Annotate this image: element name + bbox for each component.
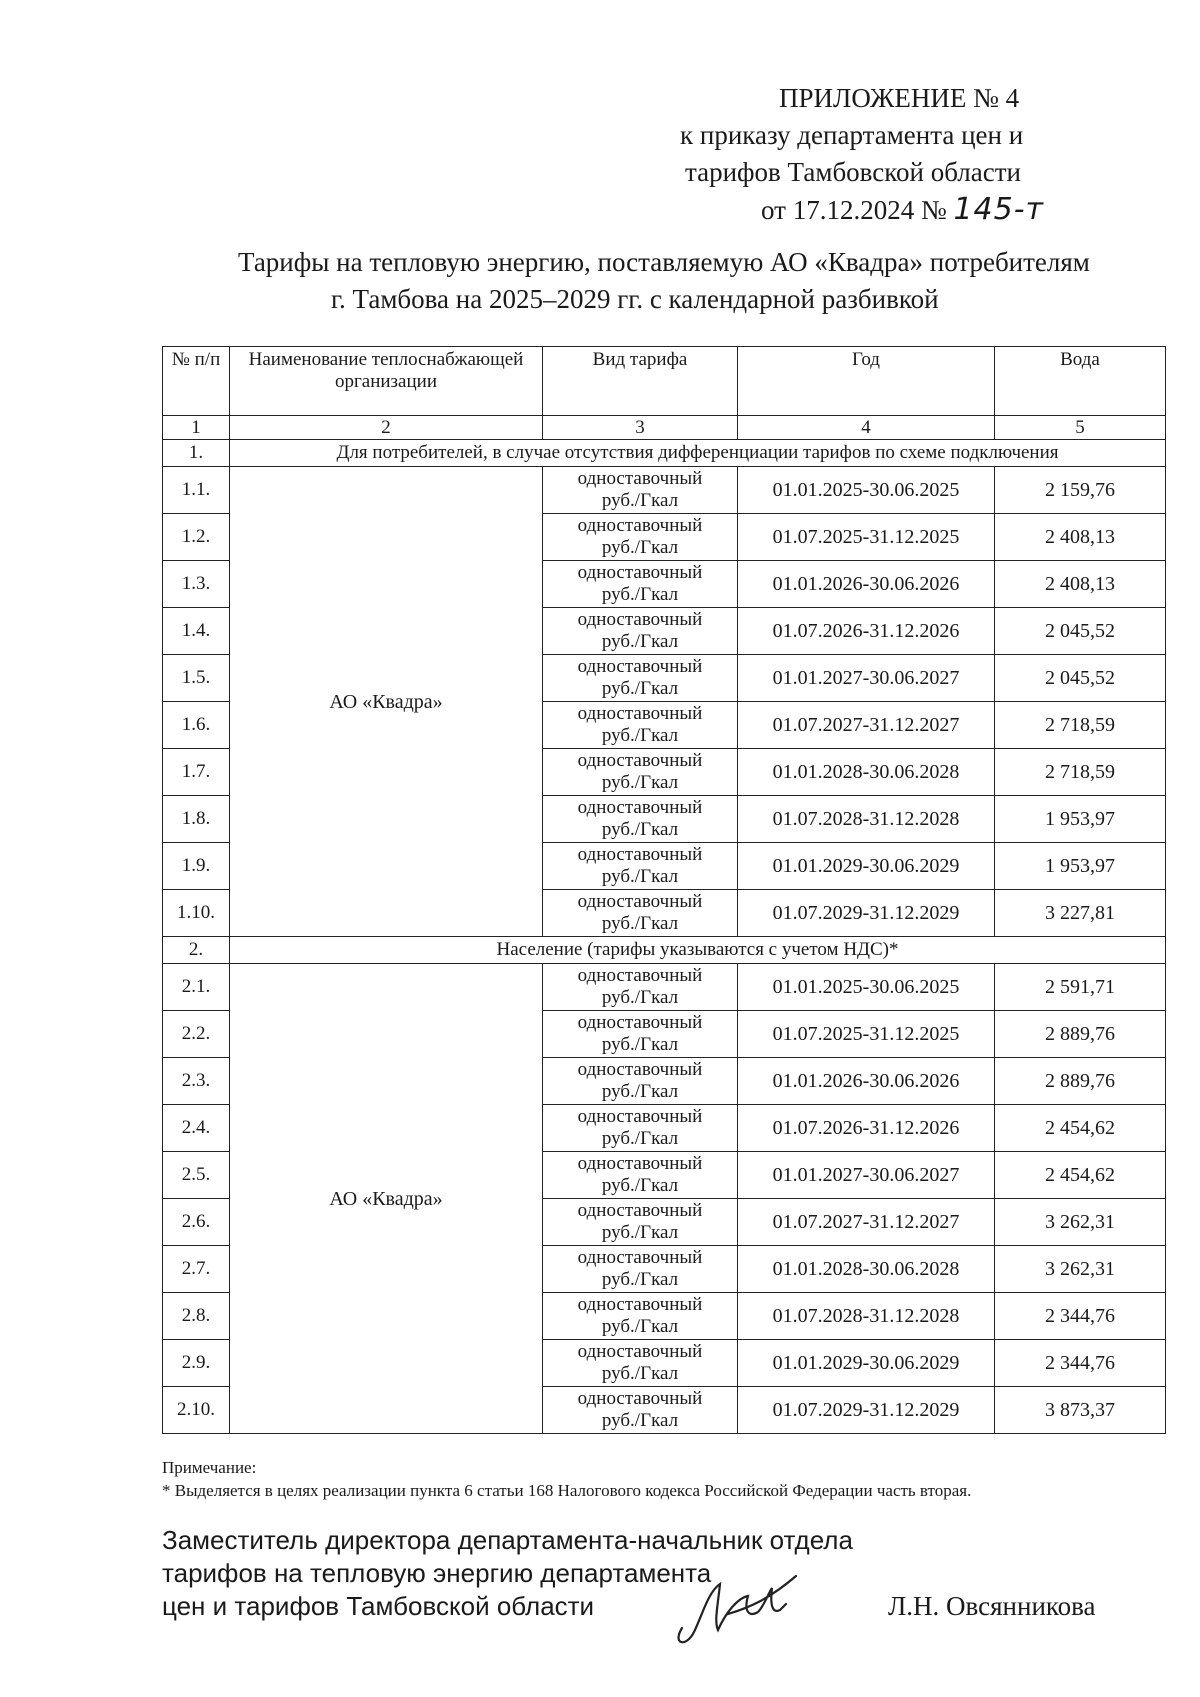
tariff-type-name: одноставочный bbox=[577, 1341, 703, 1362]
tariff-period: 01.07.2027-31.12.2027 bbox=[738, 1199, 995, 1246]
row-number: 2.4. bbox=[163, 1105, 230, 1152]
header-water: Вода bbox=[995, 347, 1166, 416]
section-num: 1. bbox=[163, 440, 230, 467]
tariff-unit: руб./Гкал bbox=[601, 537, 679, 558]
tariff-table bbox=[162, 346, 1166, 1434]
tariff-type-name: одноставочный bbox=[577, 1247, 703, 1268]
tariff-unit: руб./Гкал bbox=[601, 772, 679, 793]
tariff-type-name: одноставочный bbox=[577, 750, 703, 771]
tariff-type bbox=[543, 702, 738, 749]
tariff-value: 3 262,31 bbox=[995, 1199, 1166, 1246]
tariff-unit: руб./Гкал bbox=[601, 1081, 679, 1102]
tariff-type bbox=[543, 1199, 738, 1246]
tariff-period: 01.01.2026-30.06.2026 bbox=[738, 561, 995, 608]
tariff-period: 01.07.2028-31.12.2028 bbox=[738, 1293, 995, 1340]
tariff-unit: руб./Гкал bbox=[601, 631, 679, 652]
tariff-value: 2 408,13 bbox=[995, 561, 1166, 608]
tariff-type bbox=[543, 796, 738, 843]
column-number-row bbox=[163, 416, 1166, 440]
footnote bbox=[162, 1456, 971, 1502]
annex-header bbox=[680, 80, 1160, 229]
tariff-type bbox=[543, 1058, 738, 1105]
tariff-period: 01.07.2026-31.12.2026 bbox=[738, 608, 995, 655]
tariff-type-name: одноставочный bbox=[577, 1106, 703, 1127]
tariff-type-name: одноставочный bbox=[577, 797, 703, 818]
col-number: 4 bbox=[738, 416, 995, 440]
tariff-period: 01.01.2029-30.06.2029 bbox=[738, 1340, 995, 1387]
row-number: 1.7. bbox=[163, 749, 230, 796]
tariff-unit: руб./Гкал bbox=[601, 866, 679, 887]
tariff-type-name: одноставочный bbox=[577, 703, 703, 724]
title-line-1: Тарифы на тепловую энергию, поставляемую АО «Квадра» потребителям bbox=[238, 247, 1090, 277]
annex-line-date bbox=[680, 191, 1160, 229]
organization-name: АО «Квадра» bbox=[230, 964, 543, 1434]
tariff-unit: руб./Гкал bbox=[601, 1363, 679, 1384]
tariff-type-name: одноставочный bbox=[577, 468, 703, 489]
section-title: Население (тарифы указываются с учетом НДС)* bbox=[230, 937, 1166, 964]
section-header-row bbox=[163, 440, 1166, 467]
tariff-unit: руб./Гкал bbox=[601, 1128, 679, 1149]
tariff-value: 2 045,52 bbox=[995, 608, 1166, 655]
handwritten-signature bbox=[668, 1548, 808, 1648]
tariff-type bbox=[543, 1105, 738, 1152]
col-number: 3 bbox=[543, 416, 738, 440]
tariff-type bbox=[543, 1246, 738, 1293]
tariff-period: 01.07.2029-31.12.2029 bbox=[738, 1387, 995, 1434]
tariff-value: 3 262,31 bbox=[995, 1246, 1166, 1293]
row-number: 2.3. bbox=[163, 1058, 230, 1105]
tariff-unit: руб./Гкал bbox=[601, 1175, 679, 1196]
signer-title-2: тарифов на тепловую энергию департамента bbox=[162, 1558, 712, 1588]
annex-line-order: к приказу департамента цен и bbox=[680, 120, 1024, 150]
table-row bbox=[163, 964, 1166, 1011]
tariff-value: 1 953,97 bbox=[995, 843, 1166, 890]
tariff-period: 01.01.2027-30.06.2027 bbox=[738, 1152, 995, 1199]
title-line-2: г. Тамбова на 2025–2029 гг. с календарной разбивкой bbox=[331, 284, 939, 314]
tariff-value: 2 454,62 bbox=[995, 1152, 1166, 1199]
tariff-type-name: одноставочный bbox=[577, 891, 703, 912]
col-number: 1 bbox=[163, 416, 230, 440]
tariff-unit: руб./Гкал bbox=[601, 584, 679, 605]
table-row bbox=[163, 467, 1166, 514]
note-text: * Выделяется в целях реализации пункта 6 статьи 168 Налогового кодекса Российской Федерации часть вторая. bbox=[162, 1481, 972, 1500]
tariff-type-name: одноставочный bbox=[577, 562, 703, 583]
tariff-unit: руб./Гкал bbox=[601, 1269, 679, 1290]
tariff-value: 2 045,52 bbox=[995, 655, 1166, 702]
row-number: 2.1. bbox=[163, 964, 230, 1011]
tariff-period: 01.07.2029-31.12.2029 bbox=[738, 890, 995, 937]
tariff-type-name: одноставочный bbox=[577, 965, 703, 986]
tariff-unit: руб./Гкал bbox=[601, 987, 679, 1008]
section-2 bbox=[163, 937, 1166, 1434]
tariff-value: 2 591,71 bbox=[995, 964, 1166, 1011]
signer-title-3: цен и тарифов Тамбовской области bbox=[162, 1591, 595, 1621]
tariff-type bbox=[543, 749, 738, 796]
tariff-unit: руб./Гкал bbox=[601, 678, 679, 699]
signer-name: Л.Н. Овсянникова bbox=[888, 1591, 1096, 1621]
annex-title: ПРИЛОЖЕНИЕ № 4 bbox=[779, 83, 1020, 113]
tariff-value: 3 227,81 bbox=[995, 890, 1166, 937]
section-num: 2. bbox=[163, 937, 230, 964]
row-number: 2.9. bbox=[163, 1340, 230, 1387]
row-number: 2.5. bbox=[163, 1152, 230, 1199]
tariff-period: 01.01.2025-30.06.2025 bbox=[738, 467, 995, 514]
section-1 bbox=[163, 440, 1166, 937]
header-year: Год bbox=[738, 347, 995, 416]
document-title bbox=[225, 244, 1145, 318]
row-number: 2.10. bbox=[163, 1387, 230, 1434]
row-number: 1.3. bbox=[163, 561, 230, 608]
tariff-period: 01.01.2028-30.06.2028 bbox=[738, 749, 995, 796]
row-number: 2.8. bbox=[163, 1293, 230, 1340]
tariff-period: 01.01.2025-30.06.2025 bbox=[738, 964, 995, 1011]
tariff-value: 2 718,59 bbox=[995, 749, 1166, 796]
section-title: Для потребителей, в случае отсутствия дифференциации тарифов по схеме подключения bbox=[230, 440, 1166, 467]
row-number: 1.1. bbox=[163, 467, 230, 514]
tariff-period: 01.01.2028-30.06.2028 bbox=[738, 1246, 995, 1293]
header-type: Вид тарифа bbox=[543, 347, 738, 416]
row-number: 1.9. bbox=[163, 843, 230, 890]
tariff-value: 3 873,37 bbox=[995, 1387, 1166, 1434]
tariff-type-name: одноставочный bbox=[577, 1200, 703, 1221]
signer-title-1: Заместитель директора департамента-начальник отдела bbox=[162, 1525, 853, 1555]
tariff-type-name: одноставочный bbox=[577, 1059, 703, 1080]
tariff-type bbox=[543, 561, 738, 608]
note-label: Примечание: bbox=[162, 1458, 257, 1477]
tariff-value: 2 718,59 bbox=[995, 702, 1166, 749]
order-number-handwritten: 145-т bbox=[953, 192, 1045, 227]
section-header-row bbox=[163, 937, 1166, 964]
tariff-period: 01.07.2025-31.12.2025 bbox=[738, 1011, 995, 1058]
row-number: 2.7. bbox=[163, 1246, 230, 1293]
tariff-type bbox=[543, 964, 738, 1011]
tariff-type bbox=[543, 1011, 738, 1058]
tariff-type bbox=[543, 608, 738, 655]
tariff-type-name: одноставочный bbox=[577, 1388, 703, 1409]
tariff-value: 2 344,76 bbox=[995, 1293, 1166, 1340]
tariff-period: 01.07.2026-31.12.2026 bbox=[738, 1105, 995, 1152]
tariff-type-name: одноставочный bbox=[577, 1153, 703, 1174]
tariff-type-name: одноставочный bbox=[577, 1012, 703, 1033]
tariff-period: 01.07.2025-31.12.2025 bbox=[738, 514, 995, 561]
tariff-unit: руб./Гкал bbox=[601, 1316, 679, 1337]
tariff-type-name: одноставочный bbox=[577, 1294, 703, 1315]
tariff-value: 2 889,76 bbox=[995, 1058, 1166, 1105]
header-num: № п/п bbox=[163, 347, 230, 416]
tariff-type-name: одноставочный bbox=[577, 656, 703, 677]
tariff-type-name: одноставочный bbox=[577, 844, 703, 865]
tariff-unit: руб./Гкал bbox=[601, 1410, 679, 1431]
tariff-value: 2 454,62 bbox=[995, 1105, 1166, 1152]
tariff-unit: руб./Гкал bbox=[601, 490, 679, 511]
tariff-type bbox=[543, 843, 738, 890]
tariff-value: 2 408,13 bbox=[995, 514, 1166, 561]
tariff-type bbox=[543, 1152, 738, 1199]
tariff-type bbox=[543, 890, 738, 937]
header-org: Наименование теплоснабжающей организации bbox=[230, 347, 543, 416]
tariff-type bbox=[543, 1387, 738, 1434]
annex-line-department: тарифов Тамбовской области bbox=[685, 157, 1021, 187]
tariff-type bbox=[543, 655, 738, 702]
tariff-unit: руб./Гкал bbox=[601, 1034, 679, 1055]
annex-date-text: от 17.12.2024 № bbox=[761, 195, 947, 225]
tariff-period: 01.07.2028-31.12.2028 bbox=[738, 796, 995, 843]
tariff-period: 01.01.2026-30.06.2026 bbox=[738, 1058, 995, 1105]
row-number: 1.8. bbox=[163, 796, 230, 843]
organization-name: АО «Квадра» bbox=[230, 467, 543, 937]
tariff-unit: руб./Гкал bbox=[601, 819, 679, 840]
tariff-type bbox=[543, 514, 738, 561]
tariff-period: 01.01.2027-30.06.2027 bbox=[738, 655, 995, 702]
row-number: 1.6. bbox=[163, 702, 230, 749]
table-header-row bbox=[163, 347, 1166, 416]
row-number: 1.5. bbox=[163, 655, 230, 702]
tariff-type-name: одноставочный bbox=[577, 609, 703, 630]
row-number: 1.2. bbox=[163, 514, 230, 561]
row-number: 1.4. bbox=[163, 608, 230, 655]
tariff-value: 2 159,76 bbox=[995, 467, 1166, 514]
tariff-value: 1 953,97 bbox=[995, 796, 1166, 843]
row-number: 2.6. bbox=[163, 1199, 230, 1246]
tariff-unit: руб./Гкал bbox=[601, 1222, 679, 1243]
tariff-type bbox=[543, 1293, 738, 1340]
tariff-period: 01.01.2029-30.06.2029 bbox=[738, 843, 995, 890]
tariff-unit: руб./Гкал bbox=[601, 913, 679, 934]
tariff-value: 2 344,76 bbox=[995, 1340, 1166, 1387]
tariff-type-name: одноставочный bbox=[577, 515, 703, 536]
row-number: 2.2. bbox=[163, 1011, 230, 1058]
col-number: 2 bbox=[230, 416, 543, 440]
col-number: 5 bbox=[995, 416, 1166, 440]
tariff-unit: руб./Гкал bbox=[601, 725, 679, 746]
tariff-period: 01.07.2027-31.12.2027 bbox=[738, 702, 995, 749]
tariff-type bbox=[543, 1340, 738, 1387]
tariff-type bbox=[543, 467, 738, 514]
row-number: 1.10. bbox=[163, 890, 230, 937]
tariff-value: 2 889,76 bbox=[995, 1011, 1166, 1058]
